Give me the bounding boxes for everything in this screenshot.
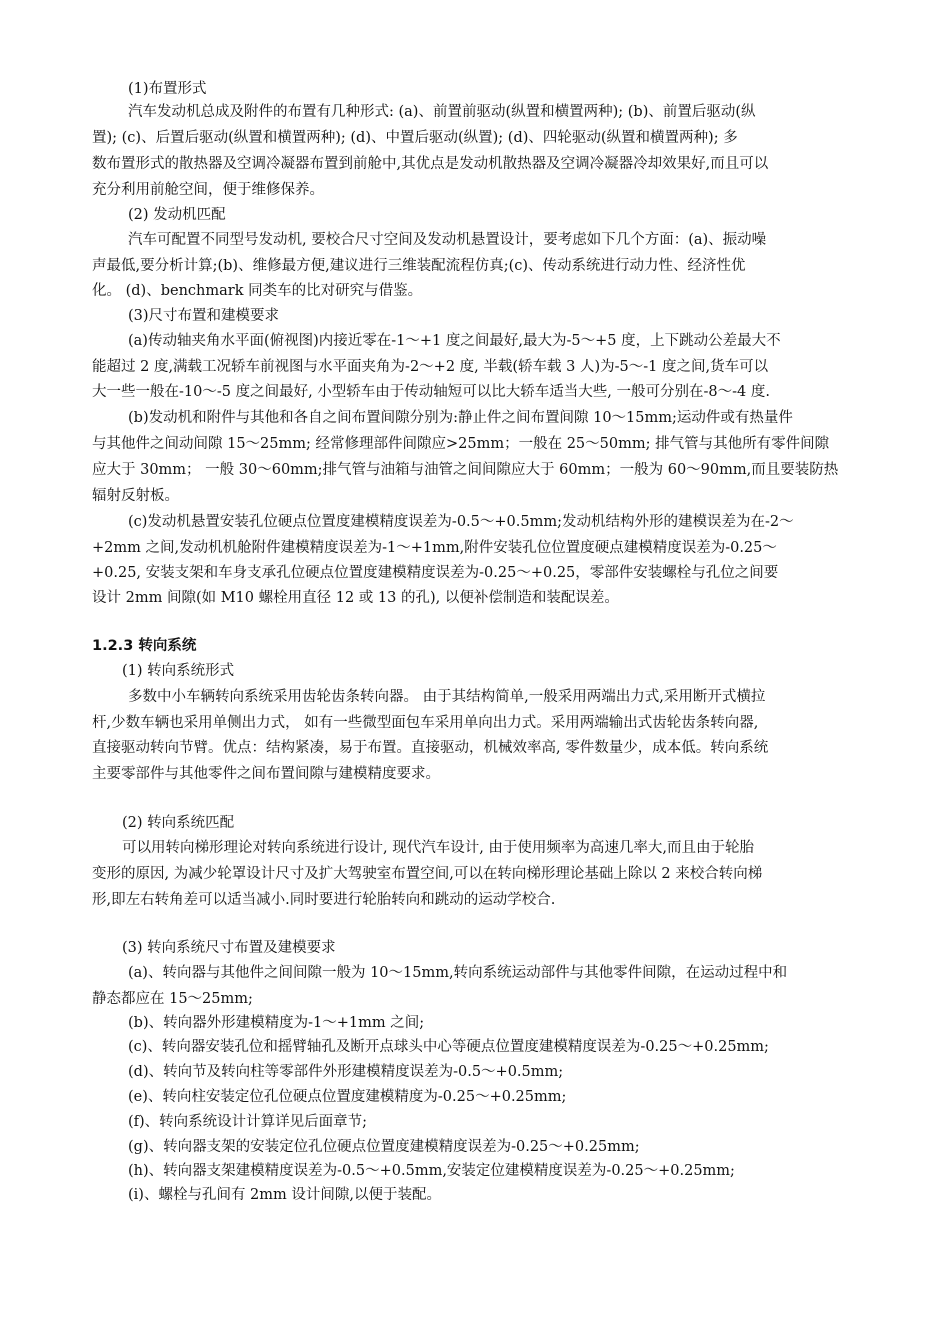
text-line: (2) 转向系统匹配 [122,815,235,831]
text-line: (1)布置形式 [128,81,207,97]
text-line: 主要零部件与其他零件之间布置间隙与建模精度要求。 [92,766,440,782]
text-line: +0.25, 安装支架和车身支承孔位硬点位置度建模精度误差为-0.25～+0.25，零部件安装螺栓与孔位之间要 [92,565,779,581]
text-line: 设计 2mm 间隙(如 M10 螺栓用直径 12 或 13 的孔), 以便补偿制造和装配误差。 [92,590,619,606]
text-line: (f)、转向系统设计计算详见后面章节; [128,1114,368,1130]
text-line: (2) 发动机匹配 [128,207,226,223]
text-line: (c)发动机悬置安装孔位硬点位置度建模精度误差为-0.5～+0.5mm;发动机结构外形的建模误差为在-2～ [128,514,794,530]
text-line: (b)、转向器外形建模精度为-1～+1mm 之间; [128,1015,425,1031]
text-line: 多数中小车辆转向系统采用齿轮齿条转向器。 由于其结构简单,一般采用两端出力式,采用断开式横拉 [128,689,766,705]
text-line: (d)、转向节及转向柱等零部件外形建模精度误差为-0.5～+0.5mm; [128,1064,564,1080]
text-line: (c)、转向器安装孔位和摇臂轴孔及断开点球头中心等硬点位置度建模精度误差为-0.25～+0.25mm; [128,1039,769,1055]
text-line: 汽车可配置不同型号发动机, 要校合尺寸空间及发动机悬置设计，要考虑如下几个方面：(a)、振动噪 [128,232,767,248]
text-line: (1) 转向系统形式 [122,663,235,679]
text-line: (a)、转向器与其他件之间间隙一般为 10～15mm,转向系统运动部件与其他零件间隙，在运动过程中和 [128,965,788,981]
text-line: 充分利用前舱空间，便于维修保养。 [92,182,324,198]
text-line: 静态都应在 15～25mm; [92,991,253,1007]
text-line: (h)、转向器支架建模精度误差为-0.5～+0.5mm,安装定位建模精度误差为-0.25～+0.25mm; [128,1163,735,1179]
text-line: 应大于 30mm； 一般 30～60mm;排气管与油箱与油管之间间隙应大于 60mm；一般为 60～90mm,而且要装防热 [92,462,839,478]
text-line: 形,即左右转角差可以适当减小.同时要进行轮胎转向和跳动的运动学校合. [92,892,556,908]
section-heading: 1.2.3 转向系统 [92,638,197,654]
text-line: +2mm 之间,发动机机舱附件建模精度误差为-1～+1mm,附件安装孔位位置度硬点建模精度误差为-0.25～ [92,540,777,556]
text-line: (i)、螺栓与孔间有 2mm 设计间隙,以便于装配。 [128,1187,442,1203]
text-line: 能超过 2 度,满载工况轿车前视图与水平面夹角为-2～+2 度, 半载(轿车载 3 人)为-5～-1 度之间,货车可以 [92,359,769,375]
text-line: 可以用转向梯形理论对转向系统进行设计, 现代汽车设计, 由于使用频率为高速几率大,而且由于轮胎 [122,840,755,856]
text-line: (3) 转向系统尺寸布置及建模要求 [122,940,336,956]
text-line: 与其他件之间动间隙 15～25mm; 经常修理部件间隙应>25mm；一般在 25～50mm; 排气管与其他所有零件间隙 [92,436,830,452]
text-line: 置); (c)、后置后驱动(纵置和横置两种); (d)、中置后驱动(纵置); (d)、四轮驱动(纵置和横置两种); 多 [92,130,738,146]
text-line: 数布置形式的散热器及空调冷凝器布置到前舱中,其优点是发动机散热器及空调冷凝器冷却效果好,而且可以 [92,156,769,172]
text-line: 杆,少数车辆也采用单侧出力式， 如有一些微型面包车采用单向出力式。采用两端输出式齿轮齿条转向器, [92,715,759,731]
text-line: 声最低,要分析计算;(b)、维修最方便,建议进行三维装配流程仿真;(c)、传动系统进行动力性、经济性优 [92,258,746,274]
text-line: 汽车发动机总成及附件的布置有几种形式: (a)、前置前驱动(纵置和横置两种); (b)、前置后驱动(纵 [128,104,756,120]
text-line: 直接驱动转向节臂。优点：结构紧凑，易于布置。直接驱动，机械效率高, 零件数量少，成本低。转向系统 [92,740,769,756]
text-line: (g)、转向器支架的安装定位孔位硬点位置度建模精度误差为-0.25～+0.25mm; [128,1139,640,1155]
text-line: 变形的原因, 为减少轮罩设计尺寸及扩大驾驶室布置空间,可以在转向梯形理论基础上除以 2 来校合转向梯 [92,866,763,882]
text-line: (b)发动机和附件与其他和各自之间布置间隙分别为:静止件之间布置间隙 10～15mm;运动件或有热量件 [128,410,793,426]
text-line: 辐射反射板。 [92,488,179,504]
text-line: 化。 (d)、benchmark 同类车的比对研究与借鉴。 [92,283,423,299]
text-line: (3)尺寸布置和建模要求 [128,308,280,324]
text-line: (a)传动轴夹角水平面(俯视图)内接近零在-1～+1 度之间最好,最大为-5～+5 度，上下跳动公差最大不 [128,333,781,349]
text-line: (e)、转向柱安装定位孔位硬点位置度建模精度为-0.25～+0.25mm; [128,1089,567,1105]
text-line: 大一些一般在-10～-5 度之间最好, 小型轿车由于传动轴短可以比大轿车适当大些, 一般可分别在-8～-4 度. [92,384,770,400]
